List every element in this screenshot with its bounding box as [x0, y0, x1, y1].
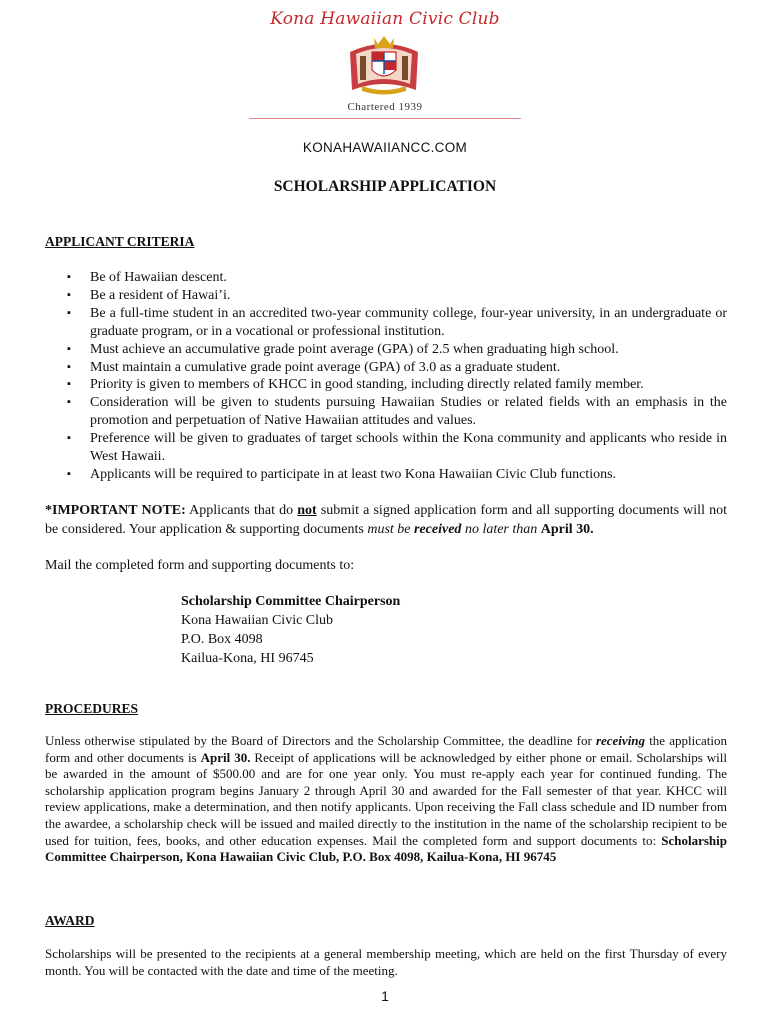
list-item: ▪ Applicants will be required to participate in at least two Kona Hawaiian Civic Club functions.: [67, 466, 617, 482]
address-line: Kona Hawaiian Civic Club: [181, 613, 334, 628]
chartered-year: Chartered 1939: [347, 101, 423, 113]
list-item: ▪ Must achieve an accumulative grade point average (GPA) of 2.5 when graduating high school.: [67, 341, 619, 357]
important-note: *IMPORTANT NOTE: Applicants that do not submit a signed application form and all supporting documents will not be considered. Your application & supporting documents must be received no later than April 30.: [45, 503, 727, 537]
document-title: SCHOLARSHIP APPLICATION: [273, 178, 497, 195]
award-text: Scholarships will be presented to the recipients at a general membership meeting, which are held on the first Thursday of every month. You will be contacted with the date and time of the meeting.: [45, 946, 727, 978]
criteria-heading: APPLICANT CRITERIA: [45, 234, 195, 249]
list-item: ▪ Must maintain a cumulative grade point average (GPA) of 3.0 as a graduate student.: [67, 359, 561, 375]
mailing-address: [181, 592, 400, 668]
criteria-list: [45, 269, 727, 484]
mail-instructions: Mail the completed form and supporting documents to:: [45, 558, 355, 573]
list-item: ▪ Be a full-time student in an accredited two-year community college, four-year university, in an undergraduate or graduate program, or in a vocational or professional institution.: [67, 305, 727, 339]
list-item: ▪ Consideration will be given to students pursuing Hawaiian Studies or related fields with an emphasis in the promotion and perpetuation of Native Hawaiian attitudes and values.: [67, 395, 727, 429]
website-url: KONAHAWAIIANCC.COM: [302, 140, 468, 155]
list-item: ▪ Preference will be given to graduates of target schools within the Kona community and applicants who reside in West Hawaii.: [67, 431, 727, 465]
club-name: Kona Hawaiian Civic Club: [270, 9, 500, 29]
coat-of-arms-logo: [346, 34, 422, 98]
award-heading: AWARD: [45, 913, 95, 928]
list-item: ▪ Be a resident of Hawai’i.: [67, 287, 231, 303]
page-number: 1: [381, 988, 389, 1004]
procedures-heading: PROCEDURES: [45, 701, 139, 716]
list-item: ▪ Priority is given to members of KHCC in good standing, including directly related family member.: [67, 377, 644, 393]
list-item: ▪ Be of Hawaiian descent.: [67, 270, 227, 285]
procedures-text: Unless otherwise stipulated by the Board of Directors and the Scholarship Committee, the deadline for receiving the application form and other documents is April 30. Receipt of applications will be acknowledged by either phone or email. Scholarships will be awarded in the amount of $500.00 and are for one year only. You must re-apply each year for continued funding. The scholarship application program begins January 2 through April 30 and awarded for the Fall semester of that year. KHCC will review applications, make a determination, and then notify applicants. Upon receiving the Fall class schedule and ID number from the awardee, a scholarship check will be issued and mailed directly to the institution in the name of the scholarship recipient to be used for tuition, fees, books, and other education expenses. Mail the completed form and support documents to: Scholarship Committee Chairperson, Kona Hawaiian Civic Club, P.O. Box 4098, Kailua-Kona, HI 96745: [45, 733, 728, 865]
address-line: P.O. Box 4098: [181, 632, 263, 647]
address-recipient: Scholarship Committee Chairperson: [181, 594, 401, 609]
header-divider: [249, 118, 521, 119]
address-line: Kailua-Kona, HI 96745: [181, 651, 314, 666]
